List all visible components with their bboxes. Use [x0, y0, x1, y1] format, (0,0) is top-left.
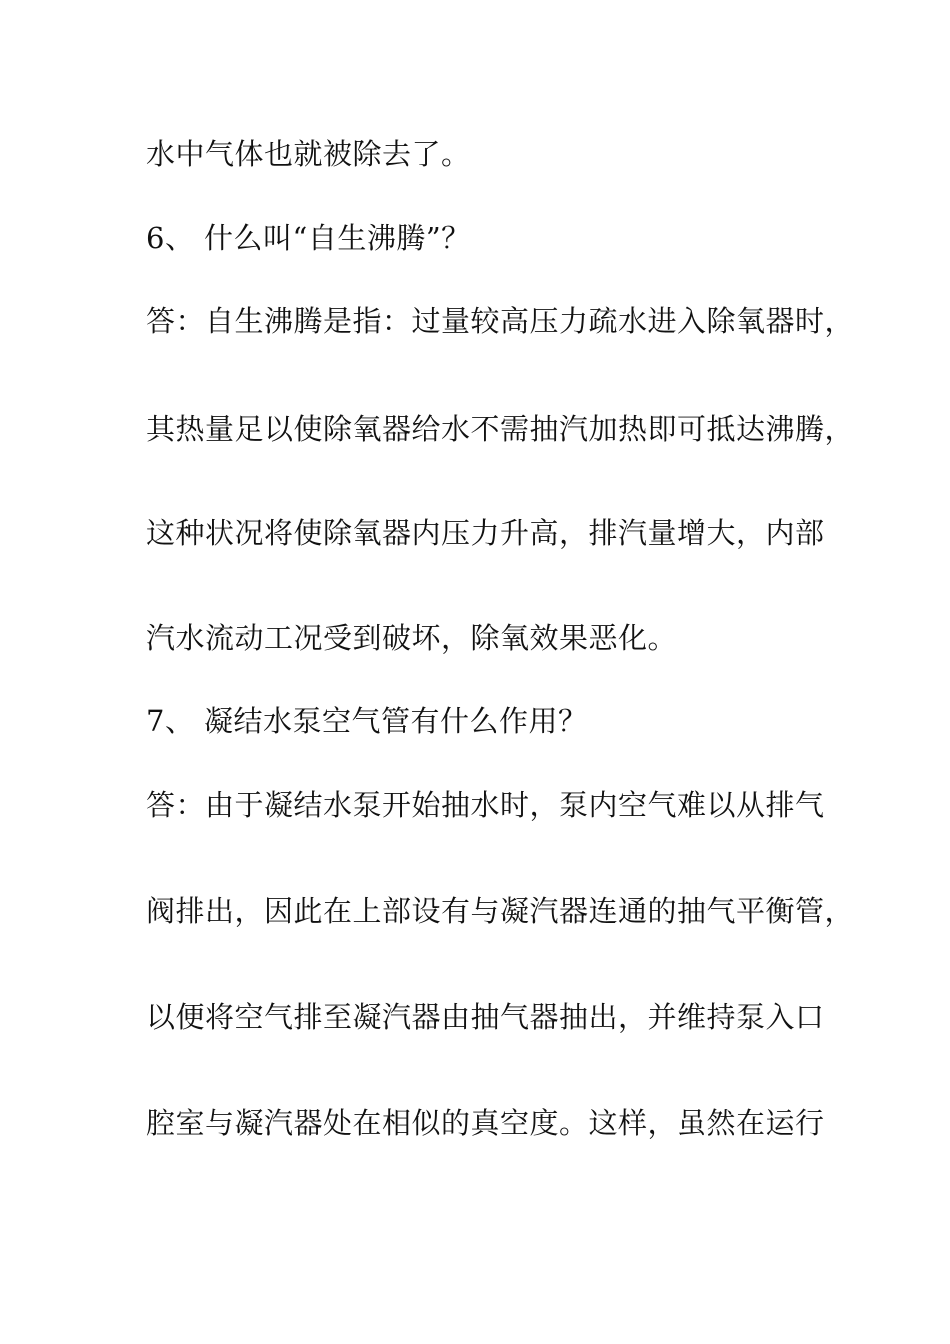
answer-7-line-2: 阀排出，因此在上部设有与凝汽器连通的抽气平衡管， [146, 894, 855, 928]
answer-6-line-1: 答：自生沸腾是指：过量较高压力疏水进入除氧器时， [146, 304, 855, 338]
answer-7-line-1: 答：由于凝结水泵开始抽水时，泵内空气难以从排气 [146, 788, 825, 822]
question-7-heading [146, 703, 588, 739]
answer-6-line-2: 其热量足以使除氧器给水不需抽汽加热即可抵达沸腾， [146, 412, 855, 446]
answer-7-line-3: 以便将空气排至凝汽器由抽气器抽出，并维持泵入口 [146, 1000, 825, 1034]
question-7-number: 7、 [146, 704, 195, 738]
answer-6-line-4: 汽水流动工况受到破坏，除氧效果恶化。 [146, 621, 678, 655]
question-6-number: 6、 [146, 221, 195, 255]
answer-7-line-4: 腔室与凝汽器处在相似的真空度。这样，虽然在运行 [146, 1106, 825, 1140]
question-6-text: 什么叫“自生沸腾”？ [204, 221, 471, 255]
question-7-text: 凝结水泵空气管有什么作用？ [204, 704, 588, 738]
question-6-heading [146, 220, 471, 256]
text-line-1: 水中气体也就被除去了。 [146, 137, 471, 171]
answer-6-line-3: 这种状况将使除氧器内压力升高，排汽量增大，内部 [146, 516, 825, 550]
